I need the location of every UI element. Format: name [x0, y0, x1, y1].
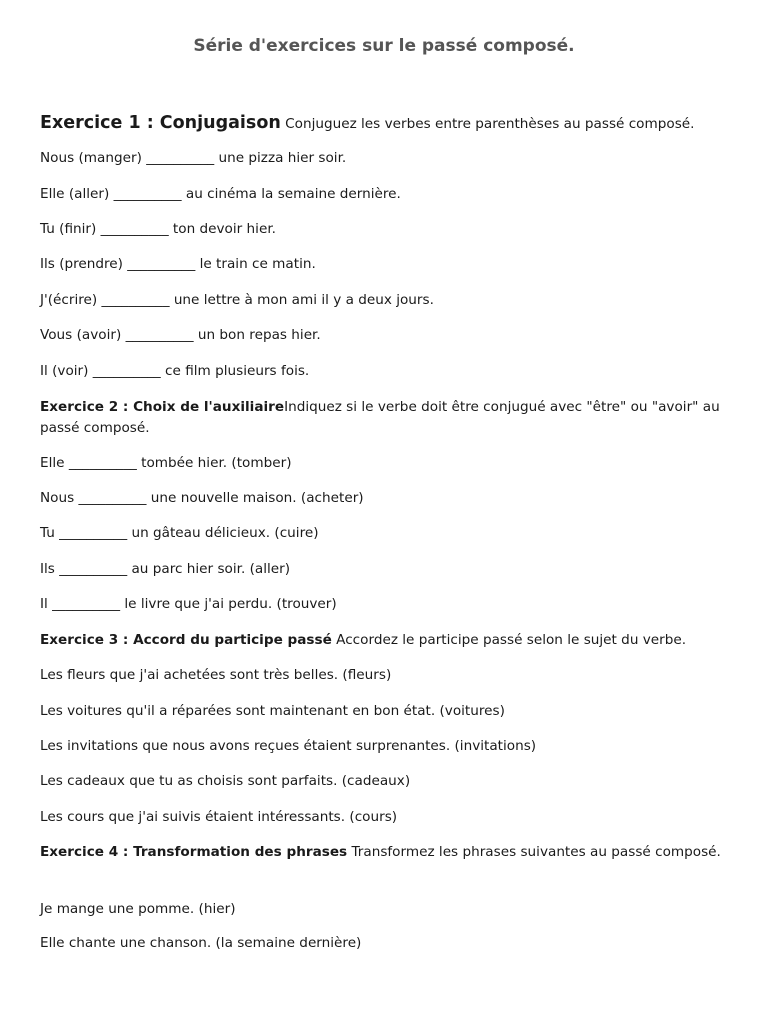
exercise-3-item: Les cadeaux que tu as choisis sont parfaits. (cadeaux) — [40, 773, 411, 789]
exercise-4-item: Je mange une pomme. (hier) — [40, 901, 236, 917]
exercise-1-item: Nous (manger) __________ une pizza hier soir. — [40, 150, 347, 166]
exercise-3-item: Les voitures qu'il a réparées sont maintenant en bon état. (voitures) — [40, 703, 505, 719]
exercise-1-instruction: Conjuguez les verbes entre parenthèses au passé composé. — [280, 116, 695, 132]
exercise-3-header — [40, 630, 740, 651]
exercise-2-item: Nous __________ une nouvelle maison. (acheter) — [40, 490, 364, 506]
exercise-3-instruction: Accordez le participe passé selon le sujet du verbe. — [331, 632, 687, 648]
exercise-1-item: J'(écrire) __________ une lettre à mon ami il y a deux jours. — [40, 292, 434, 308]
exercise-1-item: Elle (aller) __________ au cinéma la semaine dernière. — [40, 186, 401, 202]
exercise-3-heading: Exercice 3 : Accord du participe passé — [40, 632, 332, 648]
exercise-2-item: Tu __________ un gâteau délicieux. (cuire) — [40, 525, 319, 541]
exercise-2-item: Il __________ le livre que j'ai perdu. (trouver) — [40, 596, 337, 612]
exercise-2-item: Elle __________ tombée hier. (tomber) — [40, 455, 292, 471]
exercise-1-item: Tu (finir) __________ ton devoir hier. — [40, 221, 276, 237]
exercise-1-heading: Exercice 1 : Conjugaison — [40, 113, 281, 133]
exercise-3-item: Les fleurs que j'ai achetées sont très belles. (fleurs) — [40, 667, 392, 683]
page-title: Série d'exercices sur le passé composé. — [193, 36, 575, 56]
exercise-1-item: Vous (avoir) __________ un bon repas hier. — [40, 327, 321, 343]
exercise-3-item: Les cours que j'ai suivis étaient intéressants. (cours) — [40, 809, 398, 825]
exercise-1-header — [40, 111, 740, 136]
exercise-1-item: Ils (prendre) __________ le train ce matin. — [40, 256, 316, 272]
exercise-4-heading: Exercice 4 : Transformation des phrases — [40, 844, 348, 860]
exercise-2-header — [40, 397, 740, 439]
exercise-2-item: Ils __________ au parc hier soir. (aller) — [40, 561, 291, 577]
exercise-4-item: Elle chante une chanson. (la semaine dernière) — [40, 935, 362, 951]
exercise-1-item: Il (voir) __________ ce film plusieurs fois. — [40, 363, 310, 379]
exercise-2-heading: Exercice 2 : Choix de l'auxiliaire — [40, 399, 285, 415]
exercise-4-instruction: Transformez les phrases suivantes au passé composé. — [347, 844, 721, 860]
exercise-3-item: Les invitations que nous avons reçues étaient surprenantes. (invitations) — [40, 738, 537, 754]
exercise-2-instruction: Indiquez si le verbe doit être conjugué avec "être" ou "avoir" au passé composé. — [40, 399, 720, 436]
exercise-4-header — [40, 842, 740, 863]
